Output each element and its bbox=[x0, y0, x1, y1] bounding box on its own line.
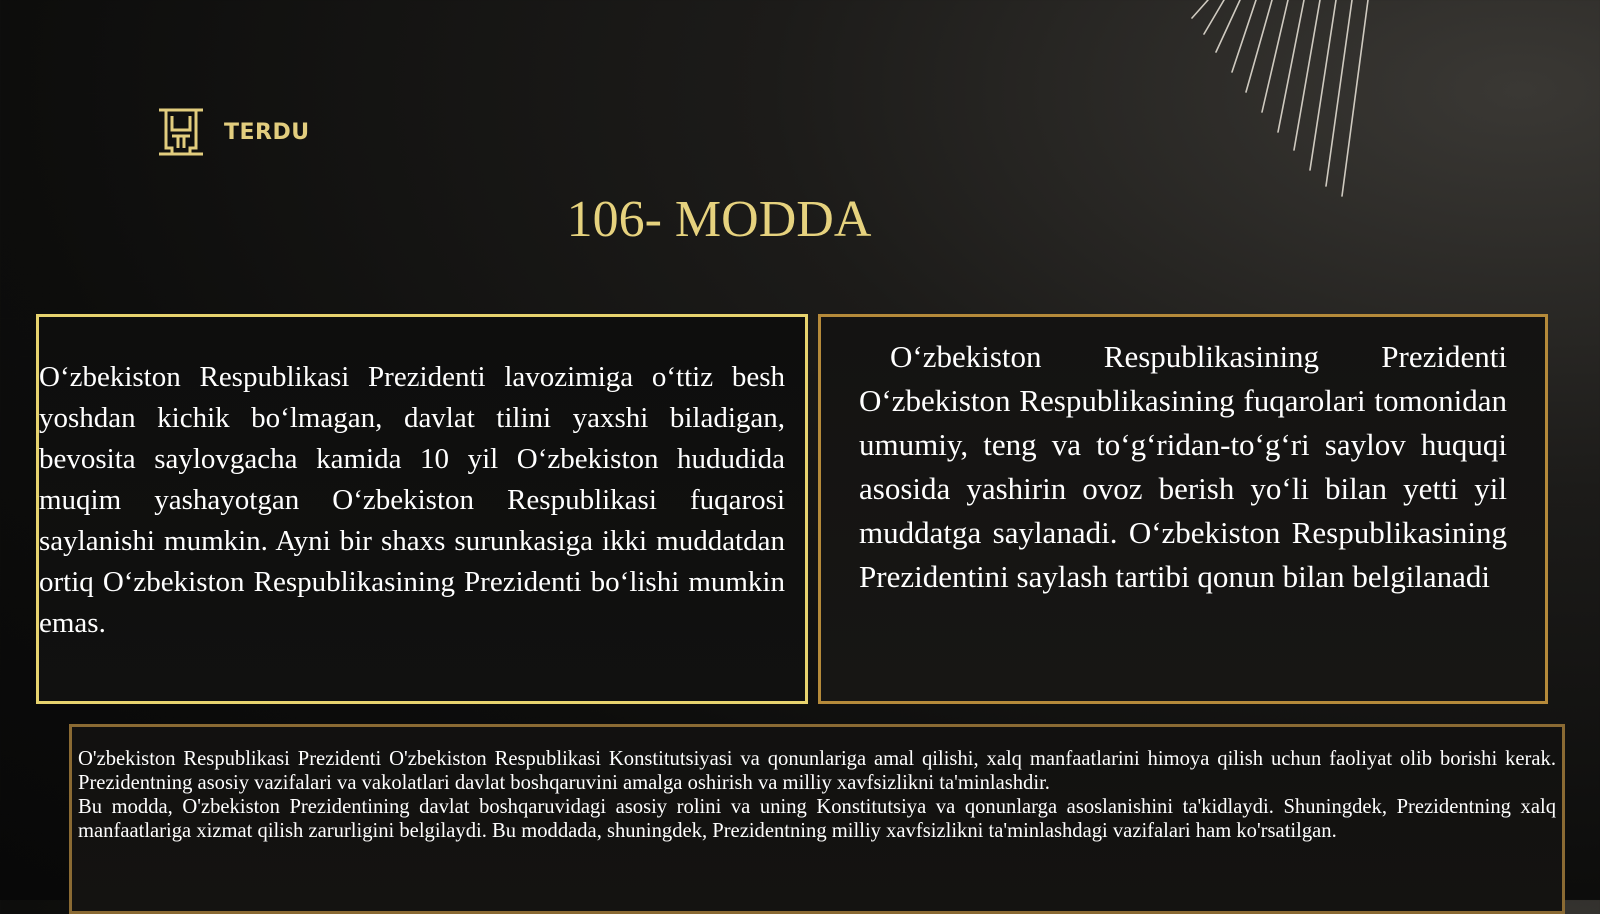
page-title: 106- MODDA bbox=[566, 191, 872, 248]
decorative-lines bbox=[1180, 0, 1420, 200]
commentary-paragraph-2: Bu modda, O'zbekiston Prezidentining davlat boshqaruvidagi asosiy rolini va uning Konstitutsiya va qonunlarga asoslanishini ta'kidlaydi. Shuningdek, Prezidentning xalq manfaatlariga xizmat qilish zarurligini belgilaydi. Bu moddada, shuningdek, Prezidentning milliy xavfsizlikni ta'minlashdagi vazifalari ham ko'rsatilgan. bbox=[78, 796, 1556, 842]
election-text-box bbox=[818, 314, 1548, 704]
article-text-box bbox=[36, 314, 808, 704]
article-text: O‘zbekiston Respublikasi Prezidenti lavozimiga o‘ttiz besh yoshdan kichik bo‘lmagan, davlat tilini yaxshi biladigan, bevosita saylovgacha kamida 10 yil O‘zbekiston hududida muqim yashayotgan O‘zbekiston Respublikasi fuqarosi saylanishi mumkin. Ayni bir shaxs surunkasiga ikki muddatdan ortiq O‘zbekiston Respublikasining Prezidenti bo‘lishi mumkin emas. bbox=[39, 361, 785, 639]
commentary-paragraph-1: O'zbekiston Respublikasi Prezidenti O'zbekiston Respublikasi Konstitutsiyasi va qonunlariga amal qilishi, xalq manfaatlarini himoya qilish uchun faoliyat olib borishi kerak. Prezidentning asosiy vazifalari va vakolatlari davlat boshqaruvini amalga oshirish va milliy xavfsizlikni ta'minlashdir. bbox=[78, 748, 1556, 794]
monogram-h-icon bbox=[158, 108, 204, 156]
logo bbox=[158, 108, 310, 156]
election-text: O‘zbekiston Respublikasining Prezidenti O‘zbekiston Respublikasining fuqarolari tomonidan umumiy, teng va to‘g‘ridan-to‘g‘ri saylov huquqi asosida yashirin ovoz berish yo‘li bilan yetti yil muddatga saylanadi. O‘zbekiston Respublikasining Prezidentini saylash tartibi qonun bilan belgilanadi bbox=[859, 339, 1507, 594]
logo-text: TERDU bbox=[224, 119, 310, 145]
commentary-box bbox=[69, 724, 1565, 914]
